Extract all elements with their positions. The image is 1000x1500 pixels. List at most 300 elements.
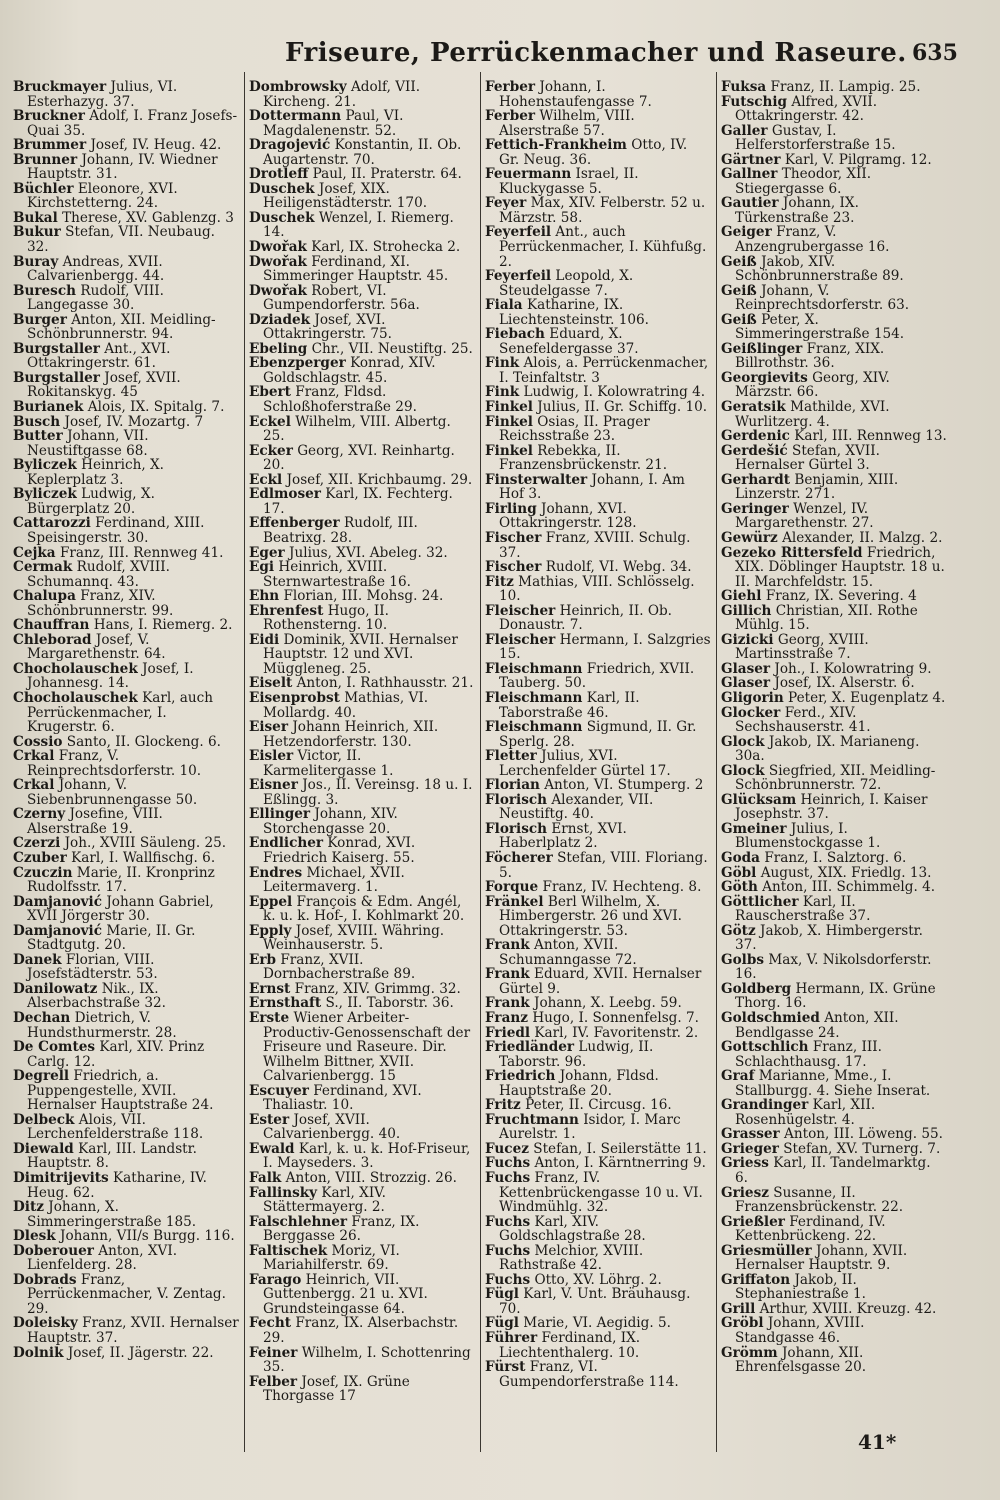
entry-name: Busch: [13, 413, 61, 430]
entry-details: Josef, XIX. Heiligenstädterstr. 170.: [263, 180, 428, 212]
entry-details: Mathilde, XVI. Wurlitzerg. 4.: [735, 399, 890, 430]
entry-details: Johann, VII. Neustiftgasse 68.: [27, 428, 149, 459]
entry-name: Franz: [485, 1010, 528, 1026]
directory-entry: [721, 371, 947, 400]
entry-name: Glaser: [721, 675, 771, 692]
entry-details: Konstantin, II. Ob. Augartenstr. 70.: [263, 137, 462, 168]
entry-name: Effenberger: [249, 515, 340, 532]
entry-name: Friedländer: [485, 1039, 575, 1056]
entry-details: Mathias, VIII. Schlösselg. 10.: [499, 573, 695, 605]
directory-entry: [13, 691, 239, 735]
entry-name: Cossio: [13, 733, 63, 750]
entry-name: Grill: [721, 1300, 756, 1317]
directory-entry: [249, 255, 475, 284]
entry-name: Falk: [249, 1170, 282, 1187]
entry-details: August, XIX. Friedlg. 13.: [760, 864, 932, 881]
entry-details: Julius, XVI. Lerchenfelder Gürtel 17.: [499, 748, 671, 779]
directory-entry: [721, 764, 947, 793]
directory-entry: [721, 793, 947, 822]
entry-details: Eleonore, XVI. Kirchstetterng. 24.: [27, 180, 178, 212]
directory-entry: [249, 778, 475, 807]
directory-entry: [249, 1316, 475, 1345]
entry-details: Alexander, II. Malzg. 2.: [782, 529, 943, 546]
entry-name: Ferber: [485, 108, 536, 125]
directory-entry: [249, 866, 475, 895]
entry-details: Paul, VI. Magdalenenstr. 52.: [263, 108, 404, 139]
entry-name: Frank: [485, 966, 530, 983]
directory-entry: [13, 80, 239, 109]
entry-details: Karl, IX. Fechterg. 17.: [263, 486, 453, 517]
entry-name: Burger: [13, 311, 67, 328]
directory-entry: [249, 284, 475, 313]
entry-details: Karl, k. u. k. Hof-Friseur, I. Mayseders. 3.: [263, 1140, 471, 1172]
entry-details: Marie, VI. Aegidig. 5.: [523, 1315, 671, 1332]
entry-name: Byliczek: [13, 486, 77, 503]
entry-name: Erb: [249, 951, 277, 968]
directory-entry: [13, 749, 239, 778]
directory-entry: [485, 1331, 711, 1360]
directory-entry: [485, 1026, 711, 1041]
entry-name: Dombrowsky: [249, 80, 347, 95]
entry-name: Frank: [485, 995, 530, 1012]
directory-entry: [721, 924, 947, 953]
entry-name: Fuchs: [485, 1271, 531, 1288]
directory-entry: [13, 560, 239, 589]
directory-entry: [485, 80, 711, 109]
entry-name: Grandinger: [721, 1097, 809, 1114]
directory-entry: [249, 924, 475, 953]
entry-name: Führer: [485, 1330, 538, 1347]
directory-entry: [485, 298, 711, 327]
directory-entry: [721, 866, 947, 881]
entry-name: Burgstaller: [13, 340, 100, 357]
directory-entry: [721, 444, 947, 473]
entry-name: Finkel: [485, 399, 533, 416]
entry-details: Anton, VIII. Strozzig. 26.: [285, 1170, 457, 1187]
entry-details: Franz, IV. Kettenbrückengasse 10 u. VI. Windmühlg. 32.: [499, 1170, 703, 1216]
directory-entry: [13, 807, 239, 836]
entry-details: Karl, IX. Strohecka 2.: [311, 239, 461, 256]
entry-name: Eiser: [249, 719, 288, 736]
directory-entry: [485, 269, 711, 298]
entry-details: Franz, IX. Berggasse 26.: [263, 1213, 420, 1245]
directory-entry: [485, 880, 711, 895]
entry-name: Fuchs: [485, 1155, 531, 1172]
entry-details: Susanne, II. Franzensbrückenstr. 22.: [735, 1184, 904, 1216]
entry-name: Fügl: [485, 1286, 519, 1303]
entry-name: Gligorin: [721, 689, 784, 706]
directory-entry: [485, 167, 711, 196]
entry-details: Sigmund, II. Gr. Sperlg. 28.: [499, 719, 697, 750]
entry-name: Griesz: [721, 1184, 769, 1201]
entry-name: Escuyer: [249, 1082, 309, 1099]
entry-name: Eisner: [249, 777, 298, 794]
entry-name: Fiebach: [485, 326, 545, 343]
entry-details: Peter, X. Simmeringerstraße 154.: [735, 311, 905, 343]
entry-details: Hugo, II. Rothensterng. 10.: [263, 602, 389, 634]
entry-details: Franz, Fldsd. Schloßhoferstraße 29.: [263, 384, 417, 416]
directory-entry: [249, 182, 475, 211]
entry-details: Ant., auch Perrückenmacher, I. Kühfußg. 2.: [499, 224, 707, 270]
directory-column-1: [13, 80, 239, 1450]
directory-entry: [13, 618, 239, 633]
directory-entry: [485, 575, 711, 604]
entry-details: Johann, I. Am Hof 3.: [499, 471, 685, 503]
entry-details: Peter, X. Eugenplatz 4.: [788, 689, 946, 706]
entry-details: Theodor, XII. Stiegergasse 6.: [735, 166, 872, 197]
entry-name: Göttlicher: [721, 893, 799, 910]
directory-entry: [485, 720, 711, 749]
entry-name: Fränkel: [485, 893, 544, 910]
directory-entry: [249, 560, 475, 589]
entry-details: Josef, II. Jägerstr. 22.: [67, 1344, 214, 1361]
entry-name: Ewald: [249, 1140, 295, 1157]
entry-details: Johann, XII. Ehrenfelsgasse 20.: [735, 1344, 867, 1376]
entry-name: Fucez: [485, 1140, 529, 1157]
entry-name: Gmeiner: [721, 820, 787, 837]
entry-name: Ellinger: [249, 806, 311, 823]
directory-entry: [249, 953, 475, 982]
entry-details: Marianne, Mme., I. Stallburgg. 4. Siehe Inserat.: [735, 1068, 931, 1099]
directory-entry: [721, 822, 947, 851]
entry-name: Diewald: [13, 1140, 74, 1157]
entry-details: Franz, I. Salztorg. 6.: [764, 849, 907, 866]
directory-entry: [13, 851, 239, 866]
directory-entry: [721, 676, 947, 691]
entry-details: Heinrich, II. Ob. Donaustr. 7.: [499, 602, 673, 634]
entry-name: Ebert: [249, 384, 291, 401]
directory-entry: [249, 473, 475, 488]
entry-name: Eger: [249, 544, 285, 561]
entry-details: Max, XIV. Felberstr. 52 u. Märzstr. 58.: [499, 195, 706, 226]
entry-details: Jakob, II. Stephaniestraße 1.: [735, 1271, 866, 1303]
directory-entry: [13, 924, 239, 953]
directory-entry: [249, 342, 475, 357]
entry-name: Burianek: [13, 399, 84, 416]
entry-name: Dlesk: [13, 1228, 56, 1245]
entry-details: Benjamin, XIII. Linzerstr. 271.: [735, 471, 899, 503]
entry-name: Fuksa: [721, 80, 767, 95]
entry-name: Duschek: [249, 209, 315, 226]
entry-details: Alois, IX. Spitalg. 7.: [87, 399, 225, 416]
entry-details: Stefan, I. Seilerstätte 11.: [533, 1140, 707, 1157]
directory-entry: [485, 196, 711, 225]
entry-details: Friedrich, a. Puppengestelle, XVII. Hernalser Hauptstraße 24.: [27, 1068, 214, 1114]
directory-entry: [721, 851, 947, 866]
entry-details: Franz, III. Rennweg 41.: [59, 544, 224, 561]
entry-details: Adolf, I. Franz Josefs-Quai 35.: [27, 108, 238, 139]
entry-details: Heinrich, XVIII. Sternwartestraße 16.: [263, 559, 411, 590]
entry-details: Isidor, I. Marc Aurelstr. 1.: [499, 1111, 681, 1143]
directory-entry: [249, 1113, 475, 1142]
entry-details: Ludwig, X. Bürgerplatz 20.: [27, 486, 155, 517]
directory-entry: [721, 691, 947, 706]
entry-name: Dobrads: [13, 1271, 77, 1288]
entry-details: Adolf, VII. Kircheng. 21.: [263, 80, 421, 110]
entry-details: Alexander, VII. Neustiftg. 40.: [499, 791, 654, 823]
entry-details: Andreas, XVII. Calvarienbergg. 44.: [27, 253, 165, 285]
entry-name: Gizicki: [721, 631, 774, 648]
entry-name: Egi: [249, 559, 275, 576]
entry-name: Grießler: [721, 1213, 785, 1230]
directory-entry: [721, 982, 947, 1011]
directory-entry: [721, 1098, 947, 1127]
directory-entry: [13, 1113, 239, 1142]
entry-name: Crkal: [13, 777, 55, 794]
entry-name: Cejka: [13, 544, 56, 561]
entry-name: Czerzi: [13, 835, 61, 852]
entry-details: Joh., XVIII Säuleng. 25.: [64, 835, 227, 852]
directory-entry: [485, 1215, 711, 1244]
directory-entry: [13, 284, 239, 313]
directory-entry: [13, 400, 239, 415]
entry-details: Berl Wilhelm, X. Himbergerstr. 26 und XVI. Ottakringerstr. 53.: [499, 893, 683, 939]
entry-name: Geratsik: [721, 399, 786, 416]
directory-entry: [721, 633, 947, 662]
directory-entry: [485, 1142, 711, 1157]
entry-name: Florisch: [485, 791, 548, 808]
directory-entry: [485, 502, 711, 531]
entry-details: Katharine, IX. Liechtensteinstr. 106.: [499, 297, 649, 328]
entry-name: Ecker: [249, 442, 293, 459]
entry-details: Wenzel, I. Riemerg. 14.: [263, 209, 454, 241]
entry-name: Duschek: [249, 180, 315, 197]
entry-name: Dimitrijevits: [13, 1170, 109, 1187]
entry-details: Anton, XVI. Lienfelderg. 28.: [27, 1242, 178, 1274]
entry-name: Fruchtmann: [485, 1111, 579, 1128]
entry-name: Damjanović: [13, 893, 102, 910]
entry-name: Danek: [13, 951, 62, 968]
directory-entry: [13, 342, 239, 371]
entry-details: Hugo, I. Sonnenfelsg. 7.: [532, 1010, 699, 1026]
entry-details: Marie, II. Gr. Stadtgutg. 20.: [27, 922, 196, 954]
entry-details: Johann, XVII. Hernalser Hauptstr. 9.: [735, 1242, 908, 1274]
entry-details: Chr., VII. Neustiftg. 25.: [311, 340, 473, 357]
entry-name: Chocholauschek: [13, 660, 138, 677]
directory-entry: [485, 604, 711, 633]
entry-details: Anton, XII. Meidling-Schönbrunnerstr. 94.: [27, 311, 216, 343]
entry-name: Feyer: [485, 195, 527, 212]
entry-name: Fügl: [485, 1315, 519, 1332]
directory-entry: [13, 313, 239, 342]
entry-details: Joh., I. Kolowratring 9.: [774, 660, 932, 677]
entry-details: Heinrich, I. Kaiser Josephstr. 37.: [735, 791, 928, 823]
entry-details: Florian, VIII. Josefstädterstr. 53.: [27, 951, 158, 983]
entry-name: Gerdenic: [721, 428, 790, 445]
entry-name: Czerny: [13, 806, 66, 823]
entry-name: Fiala: [485, 297, 523, 314]
entry-name: Büchler: [13, 180, 74, 197]
directory-entry: [721, 895, 947, 924]
entry-details: Julius, VI. Esterhazyg. 37.: [27, 80, 178, 110]
entry-name: Fleischer: [485, 631, 556, 648]
directory-entry: [721, 255, 947, 284]
entry-details: Alfred, XVII. Ottakringerstr. 42.: [735, 93, 878, 125]
directory-entry: [721, 589, 947, 604]
directory-entry: [485, 1316, 711, 1331]
directory-entry: [721, 284, 947, 313]
entry-name: Gerhardt: [721, 471, 791, 488]
directory-entry: [249, 1084, 475, 1113]
entry-details: Julius, XVI. Abeleg. 32.: [289, 544, 448, 561]
directory-entry: [13, 735, 239, 750]
directory-entry: [13, 1346, 239, 1361]
directory-entry: [485, 1156, 711, 1171]
directory-entry: [249, 604, 475, 633]
entry-name: Danilowatz: [13, 980, 98, 997]
directory-entry: [249, 487, 475, 516]
entry-details: Karl, III. Rennweg 13.: [794, 428, 947, 445]
entry-name: Fuchs: [485, 1213, 531, 1230]
entry-details: Johann, IX. Türkenstraße 23.: [735, 195, 859, 226]
entry-name: Fleischmann: [485, 689, 583, 706]
entry-details: Karl, II. Tandelmarktg. 6.: [735, 1155, 931, 1187]
entry-name: Georgievits: [721, 369, 808, 386]
entry-name: Graf: [721, 1068, 755, 1085]
directory-entry: [13, 153, 239, 182]
entry-details: Hermann, IX. Grüne Thorg. 16.: [735, 980, 936, 1012]
entry-details: Florian, III. Mohsg. 24.: [283, 588, 444, 605]
entry-details: Anton, III. Löweng. 55.: [784, 1126, 944, 1143]
entry-name: Edlmoser: [249, 486, 321, 503]
entry-name: Doberouer: [13, 1242, 94, 1259]
directory-entry: [13, 458, 239, 487]
entry-details: Wilhelm, I. Schottenring 35.: [263, 1344, 471, 1376]
entry-name: Ehn: [249, 588, 280, 605]
directory-entry: [249, 211, 475, 240]
entry-details: Johann, VII/s Burgg. 116.: [60, 1228, 235, 1245]
directory-entry: [485, 1171, 711, 1215]
directory-entry: [13, 633, 239, 662]
entry-name: Eckl: [249, 471, 283, 488]
entry-name: Bruckmayer: [13, 80, 107, 95]
entry-name: Cattarozzi: [13, 515, 91, 532]
directory-column-2: [249, 80, 475, 1450]
entry-name: Gerdešić: [721, 442, 788, 459]
entry-details: Therese, XV. Gablenzg. 3: [62, 209, 234, 226]
entry-name: Fischer: [485, 529, 542, 546]
entry-name: Eppel: [249, 893, 293, 910]
entry-details: Otto, XV. Löhrg. 2.: [534, 1271, 662, 1288]
entry-name: Grieger: [721, 1140, 779, 1157]
entry-name: Florisch: [485, 820, 548, 837]
entry-details: Julius, II. Gr. Schiffg. 10.: [537, 399, 708, 416]
entry-name: Buresch: [13, 282, 76, 299]
entry-details: Franz, IX. Severing. 4: [765, 588, 917, 605]
entry-details: Rudolf, VI. Webg. 34.: [545, 559, 692, 576]
entry-details: Leopold, X. Steudelgasse 7.: [499, 268, 634, 299]
entry-details: Anton, I. Kärntnerring 9.: [534, 1155, 706, 1172]
entry-name: Golbs: [721, 951, 764, 968]
directory-entry: [13, 1040, 239, 1069]
entry-name: Buray: [13, 253, 59, 270]
directory-entry: [13, 429, 239, 458]
entry-name: Eidi: [249, 631, 280, 648]
directory-entry: [721, 1011, 947, 1040]
directory-entry: [721, 400, 947, 429]
entry-details: Alois, VII. Lerchenfelderstraße 118.: [27, 1111, 204, 1143]
entry-details: Konrad, XIV. Goldschlagstr. 45.: [263, 355, 436, 386]
entry-name: Friedl: [485, 1024, 531, 1041]
directory-entry: [13, 487, 239, 516]
entry-name: Dwořak: [249, 282, 307, 299]
entry-details: Victor, II. Karmelitergasse 1.: [263, 748, 394, 779]
directory-entry: [13, 662, 239, 691]
directory-entry: [721, 1040, 947, 1069]
entry-name: Eiselt: [249, 675, 293, 692]
entry-details: Hans, I. Riemerg. 2.: [93, 617, 233, 634]
entry-details: Franz, VI. Gumpendorferstraße 114.: [499, 1359, 679, 1390]
entry-details: Johann, X. Simmeringerstraße 185.: [27, 1199, 197, 1230]
entry-name: Geiß: [721, 253, 757, 270]
entry-details: Melchior, XVIII. Rathstraße 42.: [499, 1242, 644, 1274]
entry-details: Ludwig, II. Taborstr. 96.: [499, 1039, 654, 1070]
directory-entry: [249, 1171, 475, 1186]
entry-details: Josef, XVI. Ottakringerstr. 75.: [263, 311, 392, 343]
directory-entry: [485, 356, 711, 385]
entry-name: Gröbl: [721, 1315, 764, 1332]
entry-details: Franz, XVIII. Schulg. 37.: [499, 529, 691, 561]
entry-details: Dominik, XVII. Hernalser Hauptstr. 12 und XVI. Müggleneg. 25.: [263, 631, 458, 677]
entry-name: Grömm: [721, 1344, 778, 1361]
entry-name: Griffaton: [721, 1271, 791, 1288]
entry-details: Karl, IV. Favoritenstr. 2.: [534, 1024, 699, 1041]
directory-entry: [13, 211, 239, 226]
entry-name: Fink: [485, 384, 520, 401]
entry-details: Christian, XII. Rothe Mühlg. 15.: [735, 602, 918, 634]
entry-name: Geiger: [721, 224, 772, 241]
entry-name: Dziadek: [249, 311, 311, 328]
directory-entry: [721, 124, 947, 153]
entry-details: Eduard, XVII. Hernalser Gürtel 9.: [499, 966, 702, 997]
entry-name: Endres: [249, 864, 303, 881]
entry-details: Johann Gabriel, XVII Jörgerstr 30.: [27, 893, 214, 925]
entry-details: Josef, IX. Grüne Thorgasse 17: [263, 1373, 410, 1405]
entry-details: Johann, Fldsd. Hauptstraße 20.: [499, 1068, 659, 1099]
directory-entry: [485, 1360, 711, 1389]
entry-details: Karl, XIV. Stättermayerg. 2.: [263, 1184, 386, 1216]
entry-details: Georg, XVI. Reinhartg. 20.: [263, 442, 455, 474]
entry-name: Goda: [721, 849, 760, 866]
directory-entry: [721, 546, 947, 590]
directory-entry: [13, 1200, 239, 1229]
directory-entry: [721, 706, 947, 735]
directory-entry: [249, 313, 475, 342]
entry-name: Fettich-Frankheim: [485, 137, 627, 154]
entry-details: Osias, II. Prager Reichsstraße 23.: [499, 413, 650, 445]
entry-details: Ferdinand, XVI. Thaliastr. 10.: [263, 1082, 422, 1114]
entry-details: Ant., XVI. Ottakringerstr. 61.: [27, 340, 171, 372]
entry-details: Wilhelm, VIII. Albertg. 25.: [263, 413, 451, 445]
entry-details: Karl, XII. Rosenhügelstr. 4.: [735, 1097, 876, 1128]
entry-name: Glock: [721, 762, 765, 779]
directory-entry: [485, 385, 711, 400]
directory-entry: [485, 967, 711, 996]
entry-details: Robert, VI. Gumpendorferstr. 56a.: [263, 282, 420, 314]
directory-entry: [249, 807, 475, 836]
entry-details: Johann, XVIII. Standgasse 46.: [735, 1315, 865, 1347]
entry-name: Galler: [721, 122, 768, 139]
entry-name: Fürst: [485, 1359, 526, 1376]
directory-entry: [485, 225, 711, 269]
entry-details: Mathias, VI. Mollardg. 40.: [263, 689, 429, 721]
directory-entry: [249, 633, 475, 677]
directory-entry: [485, 400, 711, 415]
entry-name: Burgstaller: [13, 369, 100, 386]
entry-details: Karl, II. Taborstraße 46.: [499, 689, 640, 721]
directory-entry: [13, 182, 239, 211]
entry-name: Gärtner: [721, 151, 781, 168]
